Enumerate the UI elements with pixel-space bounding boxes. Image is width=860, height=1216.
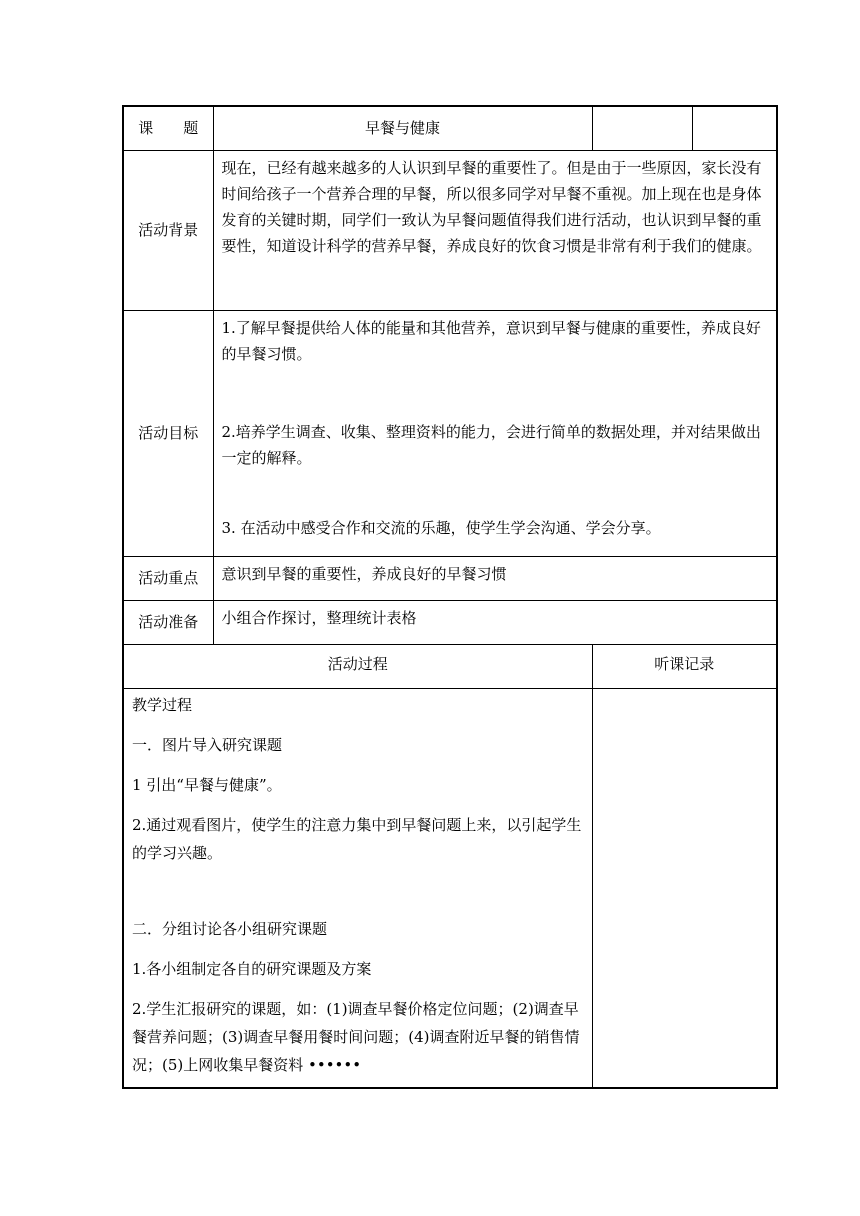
- section1-item1: 1 引出“早餐与健康”。: [132, 775, 282, 794]
- background-label: 活动背景: [123, 150, 213, 310]
- goal-item-1: 1.了解早餐提供给人体的能量和其他营养，意识到早餐与健康的重要性，养成良好的早餐习惯。: [221, 318, 761, 363]
- prep-label: 活动准备: [123, 600, 213, 644]
- observation-notes-cell: [592, 688, 777, 1088]
- goal-item-3: 3. 在活动中感受合作和交流的乐趣，使学生学会沟通、学会分享。: [221, 518, 661, 537]
- process-content: [123, 688, 592, 1088]
- goal-item-2: 2.培养学生调查、收集、整理资料的能力，会进行简单的数据处理，并对结果做出一定的解释。: [221, 422, 761, 467]
- lesson-plan-table: [122, 105, 778, 1089]
- focus-text: 意识到早餐的重要性，养成良好的早餐习惯: [213, 556, 777, 600]
- section2-heading: 二．分组讨论各小组研究课题: [132, 919, 328, 938]
- section2-item1: 1.各小组制定各自的研究课题及方案: [132, 959, 372, 978]
- goals-text: [213, 310, 777, 556]
- lesson-plan-page: [122, 105, 776, 1089]
- focus-row: [123, 556, 777, 600]
- topic-extra-cell-2: [692, 106, 777, 150]
- section1-item2: 2.通过观看图片，使学生的注意力集中到早餐问题上来，以引起学生的学习兴趣。: [132, 815, 582, 862]
- topic-label: 课 题: [123, 106, 213, 150]
- background-text: 现在，已经有越来越多的人认识到早餐的重要性了。但是由于一些原因，家长没有时间给孩子一个营养合理的早餐，所以很多同学对早餐不重视。加上现在也是身体发育的关键时期，同学们一致认为早餐问题值得我们进行活动，也认识到早餐的重要性，知道设计科学的营养早餐，养成良好的饮食习惯是非常有利于我们的健康。: [213, 150, 777, 310]
- prep-row: [123, 600, 777, 644]
- topic-value: 早餐与健康: [213, 106, 592, 150]
- goals-row: [123, 310, 777, 556]
- process-title: 教学过程: [132, 695, 193, 714]
- section2-item2: 2.学生汇报研究的课题，如：(1)调查早餐价格定位问题；(2)调查早餐营养问题；(3)调查早餐用餐时间问题；(4)调查附近早餐的销售情况；(5)上网收集早餐资料 ••••••: [132, 999, 580, 1074]
- topic-row: [123, 106, 777, 150]
- focus-label: 活动重点: [123, 556, 213, 600]
- section1-heading: 一．图片导入研究课题: [132, 735, 283, 754]
- topic-extra-cell-1: [592, 106, 692, 150]
- goals-label: 活动目标: [123, 310, 213, 556]
- background-row: [123, 150, 777, 310]
- process-header-left: 活动过程: [123, 644, 592, 688]
- prep-text: 小组合作探讨，整理统计表格: [213, 600, 777, 644]
- process-header-right: 听课记录: [592, 644, 777, 688]
- process-row: [123, 688, 777, 1088]
- process-header-row: [123, 644, 777, 688]
